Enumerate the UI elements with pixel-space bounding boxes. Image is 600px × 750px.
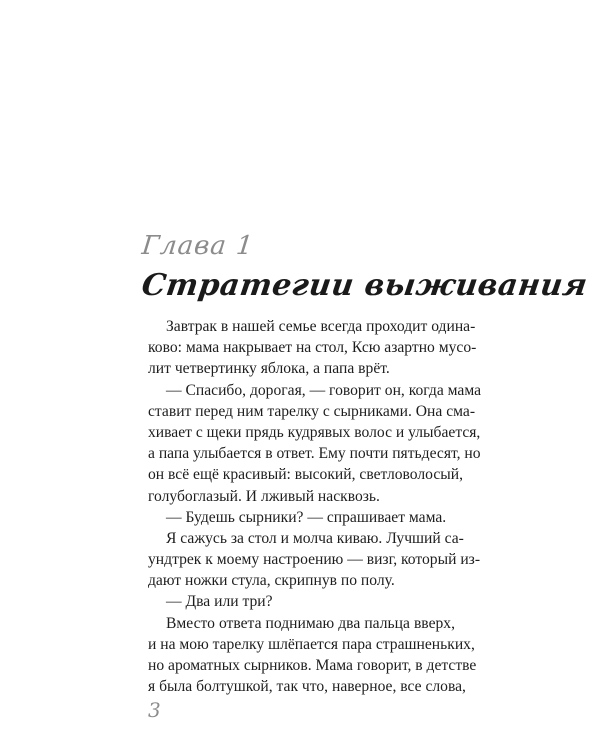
- text-line: а папа улыбается в ответ. Ему почти пятьдесят, но: [148, 445, 481, 463]
- text-line: Завтрак в нашей семье всегда проходит одина-: [166, 318, 476, 335]
- text-line: ундтрек к моему настроению — визг, который из-: [148, 551, 481, 569]
- text-line: но ароматных сырников. Мама говорит, в детстве: [148, 657, 477, 674]
- text-line: он всё ещё красивый: высокий, светловолосый,: [148, 466, 463, 484]
- page-number: 3: [148, 698, 161, 722]
- text-line: дают ножки стула, скрипнув по полу.: [148, 572, 395, 590]
- text-line: — Два или три?: [166, 593, 273, 611]
- text-line: хивает с щеки прядь кудрявых волос и улыбается,: [148, 423, 481, 441]
- text-line: Вместо ответа поднимаю два пальца вверх,: [166, 614, 455, 632]
- text-line: голубоглазый. И лживый насквозь.: [148, 487, 380, 505]
- body-text: [148, 316, 482, 697]
- chapter-label: Глава 1: [140, 231, 256, 261]
- chapter-title: Стратегии выживания: [139, 268, 590, 303]
- text-line: ково: мама накрывает на стол, Ксю азартно мусо-: [148, 339, 477, 357]
- text-line: — Будешь сырники? — спрашивает мама.: [166, 508, 447, 526]
- text-line: Я сажусь за стол и молча киваю. Лучший са-: [166, 529, 464, 547]
- text-line: — Спасибо, дорогая, — говорит он, когда мама: [166, 381, 482, 399]
- text-line: и на мою тарелку шлёпается пара страшненьких,: [148, 635, 475, 653]
- text-line: лит четвертинку яблока, а папа врёт.: [148, 360, 390, 378]
- text-line: я была болтушкой, так что, наверное, все слова,: [148, 678, 466, 696]
- text-line: ставит перед ним тарелку с сырниками. Она сма-: [148, 402, 476, 420]
